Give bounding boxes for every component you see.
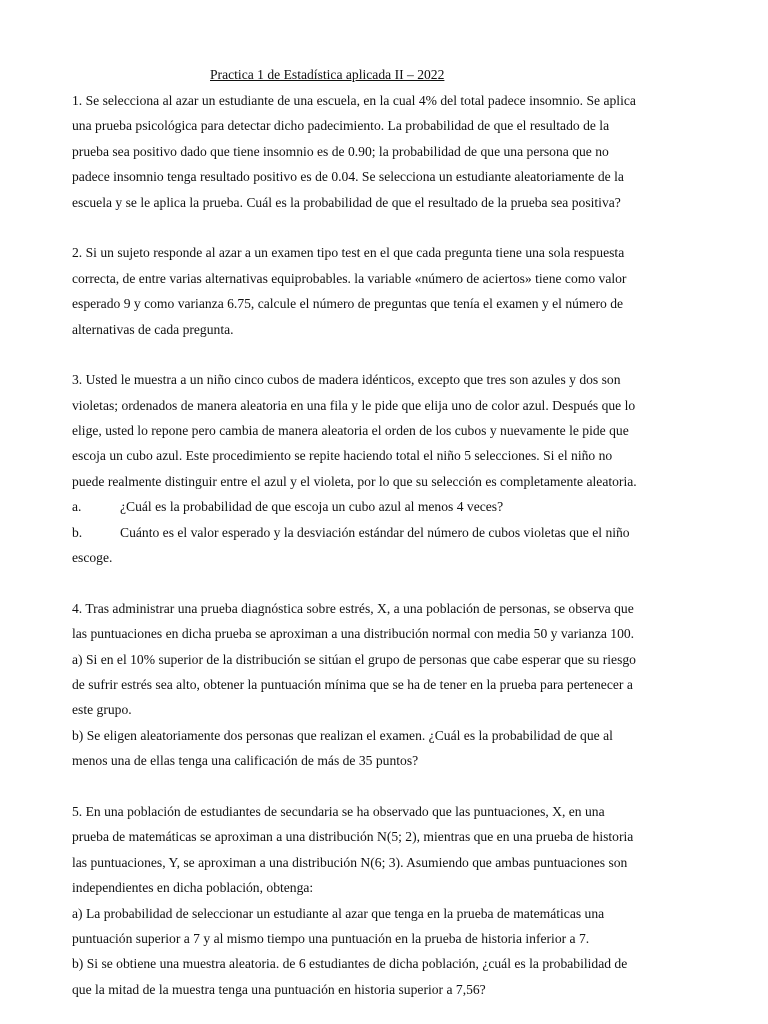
question-4-line: las puntuaciones en dicha prueba se aproximan a una distribución normal con media 50 y varianza 100. [72,626,635,642]
question-1-line: una prueba psicológica para detectar dicho padecimiento. La probabilidad de que el resultado de la [72,118,610,134]
part-b-label: b. [72,524,83,540]
spacer [72,774,722,799]
question-5-line: que la mitad de la muestra tenga una puntuación en historia superior a 7,56? [72,981,486,997]
question-2 [72,240,722,342]
question-2-line: esperado 9 y como varianza 6.75, calcule el número de preguntas que tenía el examen y el número de [72,296,624,312]
question-3-line: puede realmente distinguir entre el azul y el violeta, por lo que su selección es completamente aleatoria. [72,473,637,489]
question-3-line: escoja un cubo azul. Este procedimiento se repite haciendo total el niño 5 selecciones. Si el niño no [72,448,613,464]
question-5-line: independientes en dicha población, obtenga: [72,880,314,896]
part-b-text: Cuánto es el valor esperado y la desviación estándar del número de cubos violetas que el niño [120,524,630,540]
question-5-line: puntuación superior a 7 y al mismo tiempo una puntuación en la prueba de historia inferior a 7. [72,930,590,946]
question-3-part-a [72,494,722,519]
question-1-line: 1. Se selecciona al azar un estudiante de una escuela, en la cual 4% del total padece insomnio. Se aplica [72,93,636,108]
part-a-text: ¿Cuál es la probabilidad de que escoja un cubo azul al menos 4 veces? [120,499,504,515]
question-2-line: 2. Si un sujeto responde al azar a un examen tipo test en el que cada pregunta tiene una sola respuesta [72,245,625,261]
question-3 [72,367,722,570]
question-4-line: de sufrir estrés sea alto, obtener la puntuación mínima que se ha de tener en la prueba para pertenecer a [72,676,633,692]
question-4-line: b) Se eligen aleatoriamente dos personas que realizan el examen. ¿Cuál es la probabilidad de que al [72,727,613,743]
question-5-line: las puntuaciones, Y, se aproximan a una distribución N(6; 3). Asumiendo que ambas puntuaciones son [72,854,628,870]
question-2-line: correcta, de entre varias alternativas equiprobables. la variable «número de aciertos» tiene como valor [72,270,627,286]
question-4 [72,596,722,774]
question-4-line: 4. Tras administrar una prueba diagnóstica sobre estrés, X, a una población de personas, se observa que [72,600,634,616]
question-4-line: este grupo. [72,702,132,718]
question-3-line: violetas; ordenados de manera aleatoria en una fila y le pide que elija uno de color azul. Después que lo [72,397,636,413]
document-page [72,62,722,1002]
question-3-part-b [72,520,722,545]
part-a-label: a. [72,499,82,515]
spacer [72,342,722,367]
question-5-line: 5. En una población de estudiantes de secundaria se ha observado que las puntuaciones, X, en una [72,803,605,819]
spacer [72,215,722,240]
question-2-line: alternativas de cada pregunta. [72,321,234,337]
question-1-line: padece insomnio tenga resultado positivo es de 0.04. Se selecciona un estudiante aleatoriamente de la [72,169,624,185]
question-1 [72,88,722,215]
question-4-line: menos una de ellas tenga una calificación de más de 35 puntos? [72,753,419,769]
spacer [72,570,722,595]
question-4-line: a) Si en el 10% superior de la distribución se sitúan el grupo de personas que cabe esperar que su riesgo [72,651,636,667]
question-3-part-b-continued: escoge. [72,550,113,566]
question-1-line: escuela y se le aplica la prueba. Cuál es la probabilidad de que el resultado de la prueba sea positiva? [72,194,621,210]
question-5-line: b) Si se obtiene una muestra aleatoria. de 6 estudiantes de dicha población, ¿cuál es la probabilidad de [72,956,628,972]
question-3-line: 3. Usted le muestra a un niño cinco cubos de madera idénticos, excepto que tres son azules y dos son [72,372,621,388]
question-5-line: prueba de matemáticas se aproximan a una distribución N(5; 2), mientras que en una prueba de historia [72,829,634,845]
question-5 [72,799,722,1002]
question-1-line: prueba sea positivo dado que tiene insomnio es de 0.90; la probabilidad de que una persona que no [72,143,609,159]
question-5-line: a) La probabilidad de seleccionar un estudiante al azar que tenga en la prueba de matemáticas una [72,905,605,921]
question-3-line: elige, usted lo repone pero cambia de manera aleatoria el orden de los cubos y nuevamente le pide que [72,423,629,439]
document-title: Practica 1 de Estadística aplicada II – 2022 [210,67,445,82]
